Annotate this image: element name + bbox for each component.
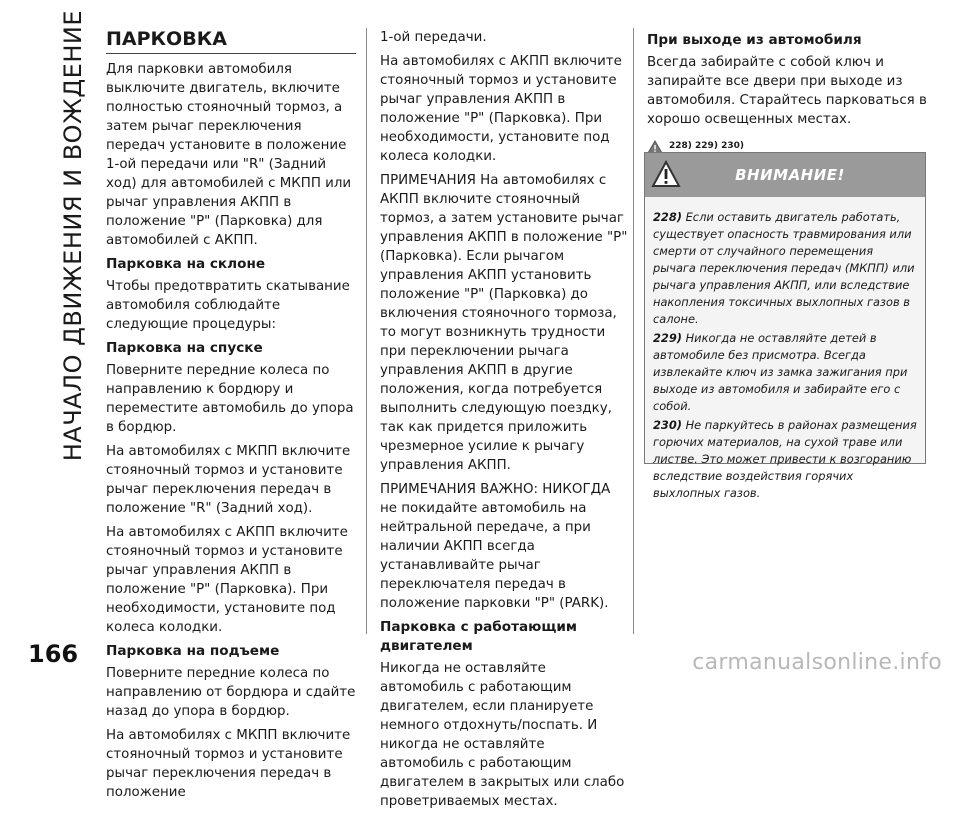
column-3 bbox=[647, 28, 927, 156]
reference-numbers: 228) 229) 230) bbox=[669, 141, 744, 151]
paragraph: Чтобы предотвратить скатывание автомобиля соблюдайте следующие процедуры: bbox=[106, 279, 350, 332]
paragraph: Для парковки автомобиля выключите двигатель, включите полностью стояночный тормоз, а затем рычаг переключения передач установите в положение 1-ой передачи или "R" (Задний ход) для автомобилей с МКПП или рычаг управления АКПП в положение "P" (Парковка) для автомобилей с АКПП. bbox=[106, 62, 352, 248]
warning-number: 230) bbox=[653, 418, 682, 432]
warning-box bbox=[644, 152, 926, 500]
subheading: Парковка с работающим двигателем bbox=[380, 619, 578, 654]
paragraph: ПРИМЕЧАНИЯ На автомобилях с АКПП включите стояночный тормоз, а затем установите рычаг управления АКПП в положение "P" (Парковка). Если рычагом управления АКПП установить положение "P" (Парковка) до включения стояночного тормоза, то могут возникнуть трудности при переключении рычага управления АКПП в другие положения, когда потребуется выполнить следующую поездку, так как придется приложить чрезмерное усилие к рычагу управления АКПП. bbox=[380, 173, 628, 473]
warning-title: ВНИМАНИЕ! bbox=[735, 166, 845, 184]
warning-item bbox=[653, 330, 917, 415]
watermark: carmanualsonline.info bbox=[692, 650, 942, 675]
paragraph: ПРИМЕЧАНИЯ ВАЖНО: НИКОГДА не покидайте автомобиль на нейтральной передаче, а при наличии АКПП всегда устанавливайте рычаг переключателя передач в положение парковки "P" (PARK). bbox=[380, 482, 611, 611]
paragraph: На автомобилях с МКПП включите стояночный тормоз и установите рычаг переключения передач в положение bbox=[106, 728, 351, 800]
subheading: При выходе из автомобиля bbox=[647, 32, 862, 48]
warning-number: 228) bbox=[653, 210, 682, 224]
paragraph: Поверните передние колеса по направлению от бордюра и сдайте назад до упора в бордюр. bbox=[106, 666, 356, 719]
warning-body bbox=[645, 197, 925, 512]
page-number: 166 bbox=[28, 640, 79, 668]
paragraph: На автомобилях с АКПП включите стояночный тормоз и установите рычаг управления АКПП в положение "P" (Парковка). При необходимости, установите под колеса колодки. bbox=[106, 525, 348, 635]
subheading: Парковка на подъеме bbox=[106, 643, 280, 659]
warning-number: 229) bbox=[653, 331, 682, 345]
column-divider bbox=[633, 28, 634, 634]
title-rule bbox=[106, 53, 356, 54]
paragraph: На автомобилях с МКПП включите стояночный тормоз и установите рычаг переключения передач в положение "R" (Задний ход). bbox=[106, 444, 351, 516]
paragraph: Поверните передние колеса по направлению к бордюру и переместите автомобиль до упора в бордюр. bbox=[106, 363, 354, 435]
warning-header bbox=[645, 153, 925, 197]
warning-item bbox=[653, 417, 917, 502]
paragraph: Никогда не оставляйте автомобиль с работающим двигателем, если планируете немного отдохнуть/поспать. И никогда не оставляйте автомобиль с работающим двигателем в закрытых или слабо проветриваемых местах. bbox=[380, 661, 625, 809]
chapter-side-title bbox=[52, 10, 94, 462]
warning-text: Никогда не оставляйте детей в автомобиле без присмотра. Всегда извлекайте ключ из замка зажигания при выходе из автомобиля и забирайте его с собой. bbox=[653, 331, 908, 413]
subheading: Парковка на склоне bbox=[106, 256, 266, 272]
section-title: ПАРКОВКА bbox=[106, 28, 227, 50]
column-2 bbox=[380, 28, 628, 816]
chapter-title-text: НАЧАЛО ДВИЖЕНИЯ И ВОЖДЕНИЕ bbox=[59, 10, 87, 462]
paragraph: 1-ой передачи. bbox=[380, 30, 487, 45]
warning-text: Если оставить двигатель работать, существует опасность травмирования или смерти от случайного перемещения рычага переключения передач (МКПП) или рычага управления АКПП, или вследствие накопления токсичных выхлопных газов в салоне. bbox=[653, 210, 915, 326]
subheading: Парковка на спуске bbox=[106, 340, 263, 356]
warning-triangle-icon bbox=[651, 160, 681, 192]
column-1 bbox=[106, 28, 356, 807]
warning-item bbox=[653, 209, 917, 328]
column-divider bbox=[366, 28, 367, 634]
paragraph: Всегда забирайте с собой ключ и запирайте все двери при выходе из автомобиля. Старайтесь парковаться в хорошо освещенных местах. bbox=[647, 55, 927, 127]
paragraph: На автомобилях с АКПП включите стояночный тормоз и установите рычаг управления АКПП в положение "P" (Парковка). При необходимости, установите под колеса колодки. bbox=[380, 54, 622, 164]
warning-text: Не паркуйтесь в районах размещения горючих материалов, на сухой траве или листве. Это может привести к возгоранию вследствие воздействия горячих выхлопных газов. bbox=[653, 418, 917, 500]
